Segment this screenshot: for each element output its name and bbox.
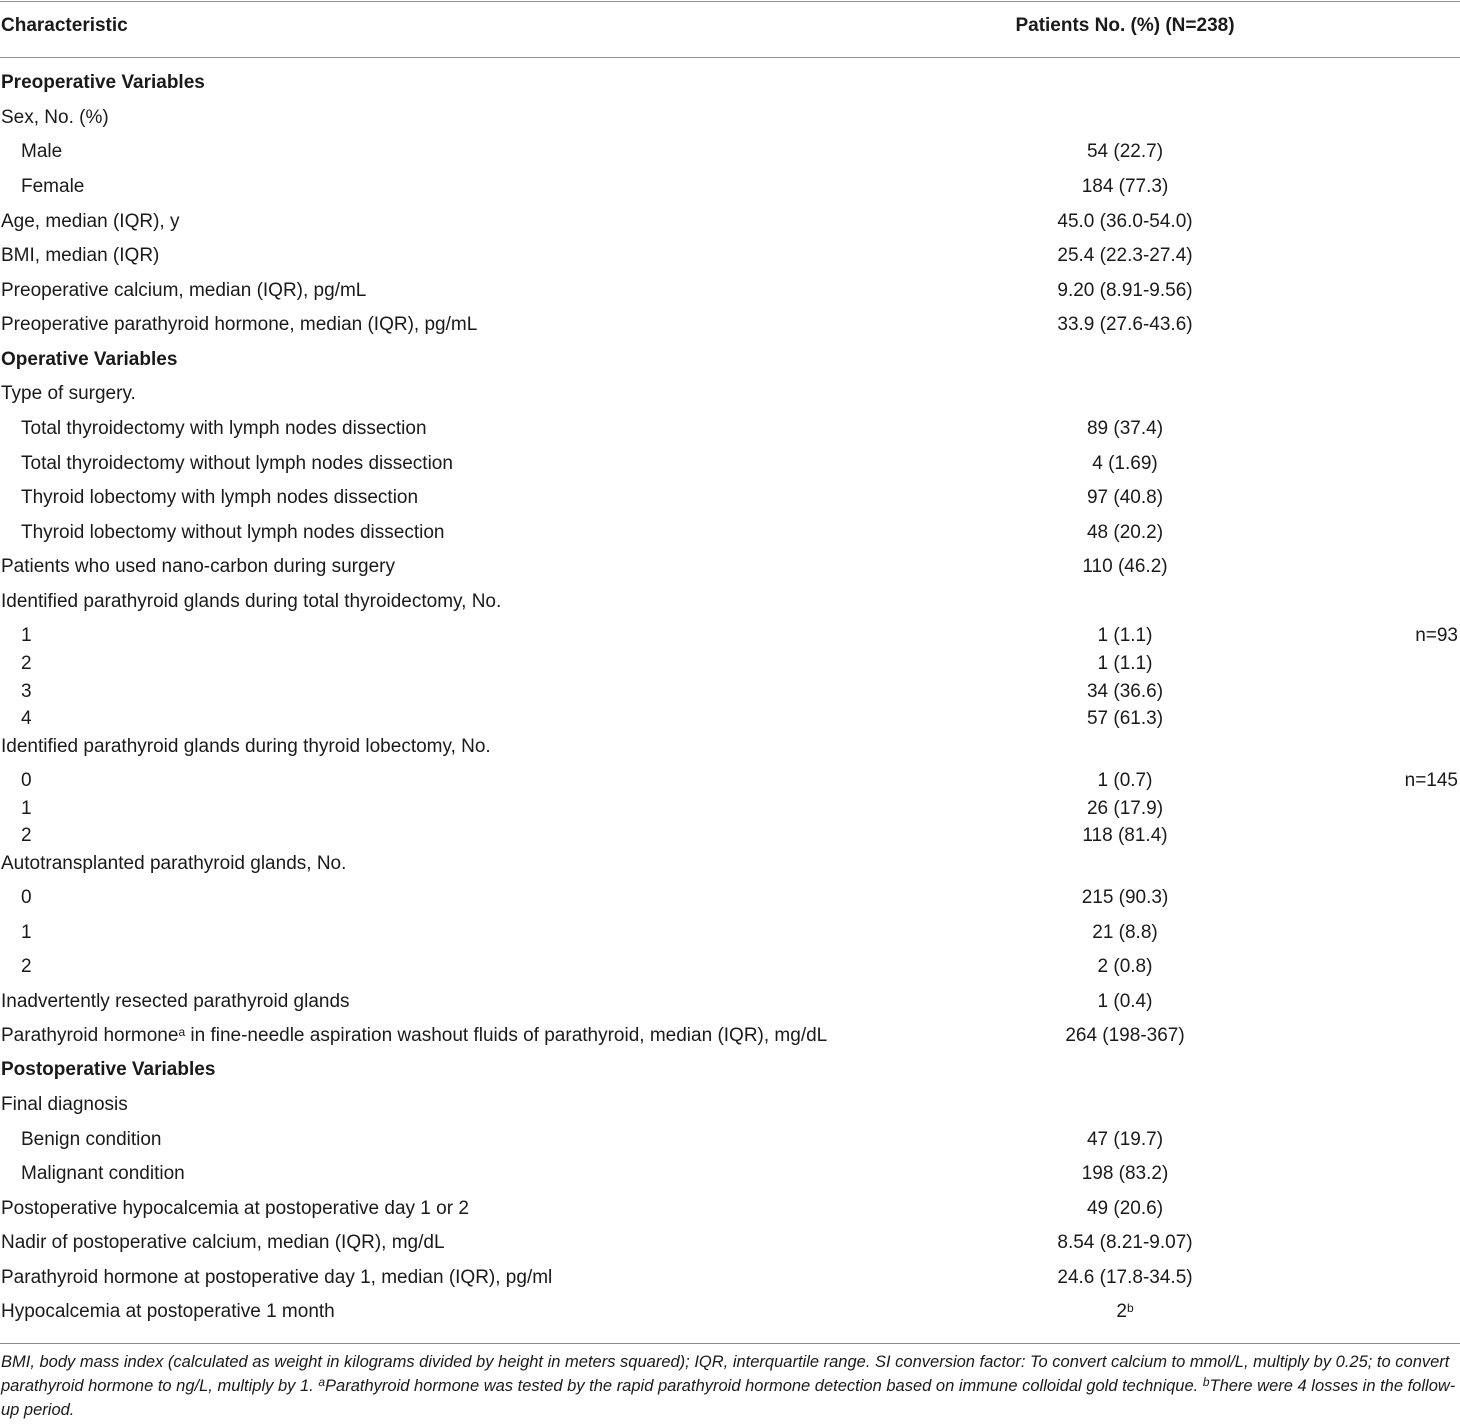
row-label: Sex, No. (%): [1, 107, 109, 128]
row-label: Preoperative calcium, median (IQR), pg/mL: [1, 280, 367, 301]
row-label: Female: [21, 176, 85, 197]
row-value-text: 26 (17.9): [1086, 798, 1164, 819]
row-value-text: 34 (36.6): [1086, 681, 1164, 702]
row-value-text: 49 (20.6): [1086, 1198, 1164, 1219]
row-label-group: [1, 1024, 827, 1048]
row-label: Final diagnosis: [1, 1094, 128, 1115]
row-value-text: 33.9 (27.6-43.6): [1057, 314, 1193, 335]
row-label: 2: [21, 825, 32, 846]
row-label: Total thyroidectomy without lymph nodes dissection: [21, 453, 453, 474]
row-label: Identified parathyroid glands during thyroid lobectomy, No.: [1, 736, 491, 757]
row-value: [905, 824, 1345, 848]
row-value-text: 54 (22.7): [1086, 141, 1164, 162]
row-value: [905, 417, 1345, 441]
row-value-text: 1 (0.4): [1097, 991, 1153, 1012]
row-value: [905, 1162, 1345, 1186]
footnote-b-text: There were 4 losses in the follow-up period.: [1, 1377, 1456, 1419]
row-label: Postoperative hypocalcemia at postoperative day 1 or 2: [1, 1198, 469, 1219]
row-value-text: 2 (0.8): [1097, 956, 1153, 977]
row-value-text: 47 (19.7): [1086, 1129, 1164, 1150]
row-value-text: 25.4 (22.3-27.4): [1057, 245, 1193, 266]
row-label: 1: [21, 625, 32, 646]
row-value: [905, 279, 1345, 303]
row-value: [905, 886, 1345, 910]
row-value: [905, 555, 1345, 579]
row-value-text: 8.54 (8.21-9.07): [1057, 1232, 1193, 1253]
header-patients: Patients No. (%) (N=238): [1015, 15, 1235, 36]
row-value: [905, 1197, 1345, 1221]
section-heading: Preoperative Variables: [1, 72, 205, 93]
row-value-text: 264 (198-367): [1065, 1025, 1185, 1046]
row-label: Inadvertently resected parathyroid glands: [1, 991, 350, 1012]
row-value-text: 1 (1.1): [1097, 625, 1153, 646]
row-label: Type of surgery.: [1, 383, 136, 404]
row-value: [905, 955, 1345, 979]
row-note: n=145: [1404, 770, 1458, 791]
row-value: [905, 797, 1345, 821]
table-footnote: [1, 1350, 1459, 1422]
row-value: [905, 452, 1345, 476]
row-value-text: 110 (46.2): [1082, 556, 1168, 577]
row-value-text: 21 (8.8): [1092, 922, 1158, 943]
section-heading: Postoperative Variables: [1, 1059, 216, 1080]
row-label: Preoperative parathyroid hormone, median (IQR), pg/mL: [1, 314, 478, 335]
row-label: 0: [21, 770, 32, 791]
row-label: Hypocalcemia at postoperative 1 month: [1, 1301, 335, 1322]
footnote-b-mark: b: [1202, 1375, 1210, 1389]
row-value-text: 1 (1.1): [1097, 653, 1153, 674]
row-value: [905, 624, 1345, 648]
row-label: 1: [21, 798, 32, 819]
row-value-text: 4 (1.69): [1092, 453, 1158, 474]
row-value-text: 1 (0.7): [1097, 770, 1153, 791]
footnote-main: BMI, body mass index (calculated as weight in kilograms divided by height in meters squared); IQR, interquartile range. SI conversion factor: To convert calcium to mmol/L, multiply by 0.25; to convert parathyroid hormone to ng/L, multiply by 1.: [1, 1353, 1450, 1395]
row-value-text: 215 (90.3): [1081, 887, 1169, 908]
row-label: Parathyroid hormone: [1, 1025, 179, 1046]
row-value: [905, 652, 1345, 676]
row-value: [905, 175, 1345, 199]
footnote-a-text: Parathyroid hormone was tested by the rapid parathyroid hormone detection based on immune colloidal gold technique.: [325, 1377, 1203, 1395]
row-value: [905, 707, 1345, 731]
row-label: 2: [21, 956, 32, 977]
row-label: Thyroid lobectomy with lymph nodes dissection: [21, 487, 419, 508]
row-label: 4: [21, 708, 32, 729]
footnote-mark: b: [1126, 1301, 1134, 1315]
row-label: Benign condition: [21, 1129, 162, 1150]
row-label: Male: [21, 141, 63, 162]
row-value: [905, 486, 1345, 510]
row-value: [905, 140, 1345, 164]
row-value-text: 89 (37.4): [1086, 418, 1164, 439]
row-value-text: 57 (61.3): [1086, 708, 1164, 729]
row-value: [905, 1300, 1345, 1324]
top-rule: [0, 1, 1460, 2]
row-label: BMI, median (IQR): [1, 245, 160, 266]
row-note: n=93: [1415, 625, 1458, 646]
row-value-text: 2: [1116, 1301, 1127, 1322]
row-value-text: 48 (20.2): [1086, 522, 1164, 543]
section-heading: Operative Variables: [1, 349, 178, 370]
row-value: [905, 990, 1345, 1014]
row-value: [905, 244, 1345, 268]
row-value: [905, 1266, 1345, 1290]
row-value: [905, 210, 1345, 234]
footnote-mark: a: [178, 1025, 186, 1039]
row-label: Autotransplanted parathyroid glands, No.: [1, 853, 347, 874]
row-label: Nadir of postoperative calcium, median (IQR), mg/dL: [1, 1232, 445, 1253]
row-value-text: 45.0 (36.0-54.0): [1057, 211, 1193, 232]
row-label: 3: [21, 681, 32, 702]
row-label: 1: [21, 922, 32, 943]
row-label: Age, median (IQR), y: [1, 211, 180, 232]
row-label: Identified parathyroid glands during total thyroidectomy, No.: [1, 591, 502, 612]
row-value-text: 198 (83.2): [1081, 1163, 1169, 1184]
row-value-text: 24.6 (17.8-34.5): [1057, 1267, 1193, 1288]
row-value: [905, 1024, 1345, 1048]
row-value-text: 118 (81.4): [1082, 825, 1168, 846]
row-value-text: 184 (77.3): [1081, 176, 1169, 197]
row-value: [905, 521, 1345, 545]
row-value-text: 97 (40.8): [1086, 487, 1164, 508]
row-value-text: 9.20 (8.91-9.56): [1057, 280, 1193, 301]
row-value: [905, 769, 1345, 793]
row-label: Total thyroidectomy with lymph nodes dissection: [21, 418, 427, 439]
footnote-a-mark: a: [318, 1375, 326, 1389]
row-value: [905, 1231, 1345, 1255]
row-value: [905, 1128, 1345, 1152]
bottom-rule: [0, 1343, 1460, 1344]
row-label-rest: in fine-needle aspiration washout fluids of parathyroid, median (IQR), mg/dL: [185, 1025, 828, 1046]
row-label: Malignant condition: [21, 1163, 185, 1184]
row-label: 0: [21, 887, 32, 908]
row-label: Thyroid lobectomy without lymph nodes dissection: [21, 522, 445, 543]
header-characteristic: Characteristic: [1, 15, 128, 36]
header-rule: [0, 57, 1460, 58]
row-label: Patients who used nano-carbon during surgery: [1, 556, 395, 577]
row-label: 2: [21, 653, 32, 674]
row-value: [905, 680, 1345, 704]
row-value: [905, 921, 1345, 945]
row-value: [905, 313, 1345, 337]
row-label: Parathyroid hormone at postoperative day 1, median (IQR), pg/ml: [1, 1267, 553, 1288]
